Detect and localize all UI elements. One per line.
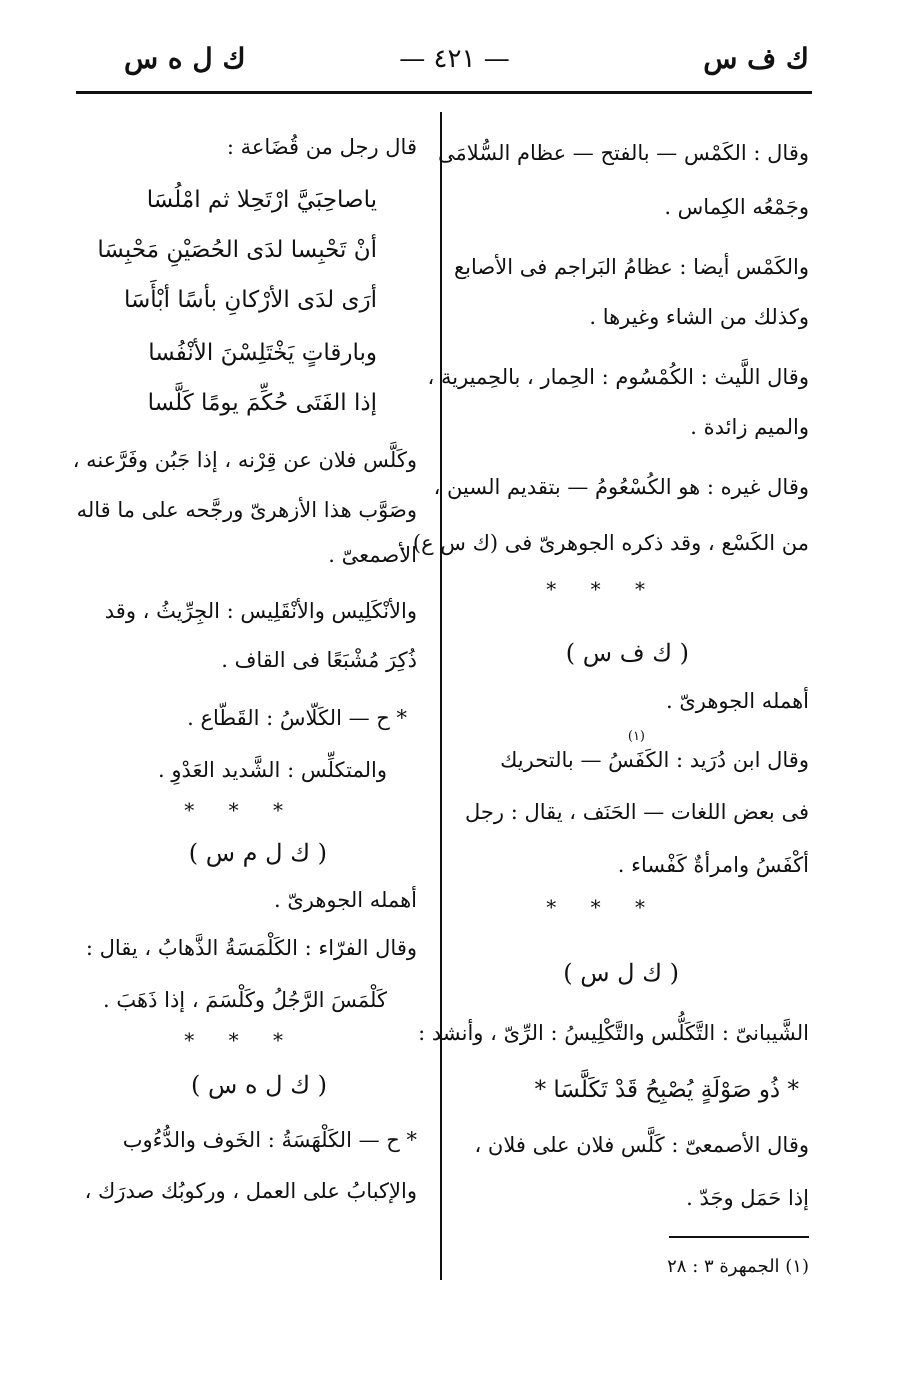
header-root-left: ك ل ه س <box>124 42 246 75</box>
section-separator: * * * <box>546 895 659 919</box>
text-line: أكْفَسُ وامرأةٌ كَفْساء . <box>617 853 809 877</box>
text-line: وقال اللَّيث : الكُمْسُوم : الحِمار ، بالحِميرية ، <box>427 365 809 389</box>
verse-line: ياصاحِبَيَّ ارْتَحِلا ثم امْلُسَا <box>146 187 377 213</box>
text-line: أهمله الجوهرىّ . <box>273 888 417 912</box>
text-line: والكَمْس أيضا : عظامُ البَراجم فى الأصابع <box>453 255 809 279</box>
verse-line: أرَى لدَى الأرْكانِ بأسًا أبْأَسَا <box>123 287 377 313</box>
right-column <box>399 0 809 1375</box>
text-line: وكذلك من الشاء وغيرها . <box>589 305 809 329</box>
text-line: والميم زائدة . <box>690 415 809 439</box>
footnote-rule <box>669 1236 809 1238</box>
text-line: قال رجل من قُضَاعة : <box>226 135 417 159</box>
text-line: وقال ابن دُرَيد : الكَفَسُ — بالتحريك <box>500 748 809 772</box>
text-line: والإكبابُ على العمل ، وركوبُك صدرَك ، <box>84 1179 417 1203</box>
text-line: وصَوَّب هذا الأزهرىّ ورجَّحه على ما قاله <box>76 498 417 522</box>
section-separator: * * * <box>184 798 297 822</box>
text-line: الشَّيبانىّ : التَّكَلُّس والتَّكْلِيسُ : الرِّىّ ، وأنشد : <box>418 1021 809 1045</box>
text-line: الأصمعىّ . <box>328 543 417 567</box>
page-number: — ٤٢١ — <box>399 44 510 74</box>
text-line: وقال الأصمعىّ : كَلَّس فلان على فلان ، <box>474 1133 809 1157</box>
text-line: من الكَسْع ، وقد ذكره الجوهرىّ فى (ك س ع) . <box>399 531 809 555</box>
header-root-right: ك ف س <box>703 42 809 75</box>
verse-line: إذا الفَتَى حُكِّمَ يومًا كَلَّسا <box>147 390 377 416</box>
section-heading-kls: ( ك ل س ) <box>563 959 679 987</box>
section-separator: * * * <box>184 1028 297 1052</box>
text-line: إذا حَمَل وجَدّ . <box>686 1186 809 1210</box>
text-line: كَلْمَسَ الرَّجُلُ وكَلْسَمَ ، إذا ذَهَبَ . <box>103 988 387 1012</box>
section-heading-klhs: ( ك ل ه س ) <box>191 1071 327 1099</box>
text-line: وقال الفرّاء : الكَلْمَسَةُ الذَّهابُ ، يقال : <box>85 936 417 960</box>
footnote: (١) الجمهرة ٣ : ٢٨ <box>667 1256 809 1277</box>
left-column <box>72 0 417 1375</box>
column-divider <box>440 112 442 1280</box>
text-line: وجَمْعُه الكِماس . <box>664 195 809 219</box>
text-line: فى بعض اللغات — الحَنَف ، يقال : رجل <box>465 800 809 824</box>
text-line: وكَلَّس فلان عن قِرْنه ، إذا جَبُن وفَرَّعنه ، <box>72 448 417 472</box>
section-heading-klms: ( ك ل م س ) <box>188 839 327 867</box>
text-line: وقال غيره : هو الكُسْعُومُ — بتقديم السين ، <box>433 475 809 499</box>
text-line: والأنْكَلِيس والأنْقَلِيس : الجِرِّيثُ ، وقد <box>104 599 417 623</box>
section-separator: * * * <box>546 577 659 601</box>
verse-line: * ذُو صَوْلَةٍ يُصْبِحُ قَدْ تَكَلَّسَا * <box>534 1077 799 1103</box>
verse-line: أنْ تَحْبِسا لدَى الحُصَيْنِ مَحْبِسَا <box>97 237 377 263</box>
text-line: أهمله الجوهرىّ . <box>665 689 809 713</box>
text-line: ذُكِرَ مُشْبَعًا فى القاف . <box>221 648 417 672</box>
verse-line: وبارقاتٍ يَخْتَلِسْنَ الأنْفُسا <box>148 340 377 366</box>
text-line: وقال : الكَمْس — بالفتح — عظام السُّلامَى <box>438 141 809 165</box>
section-heading-kfs: ( ك ف س ) <box>565 639 689 667</box>
footnote-marker: (١) <box>627 729 645 744</box>
text-line: * ح — الكَلْهَسَةُ : الخَوف والدُّءُوب <box>122 1128 417 1152</box>
text-line: والمتكلِّس : الشَّديد العَدْوِ . <box>157 758 387 782</box>
text-line: * ح — الكَلّاسُ : القَطّاع . <box>187 706 407 730</box>
